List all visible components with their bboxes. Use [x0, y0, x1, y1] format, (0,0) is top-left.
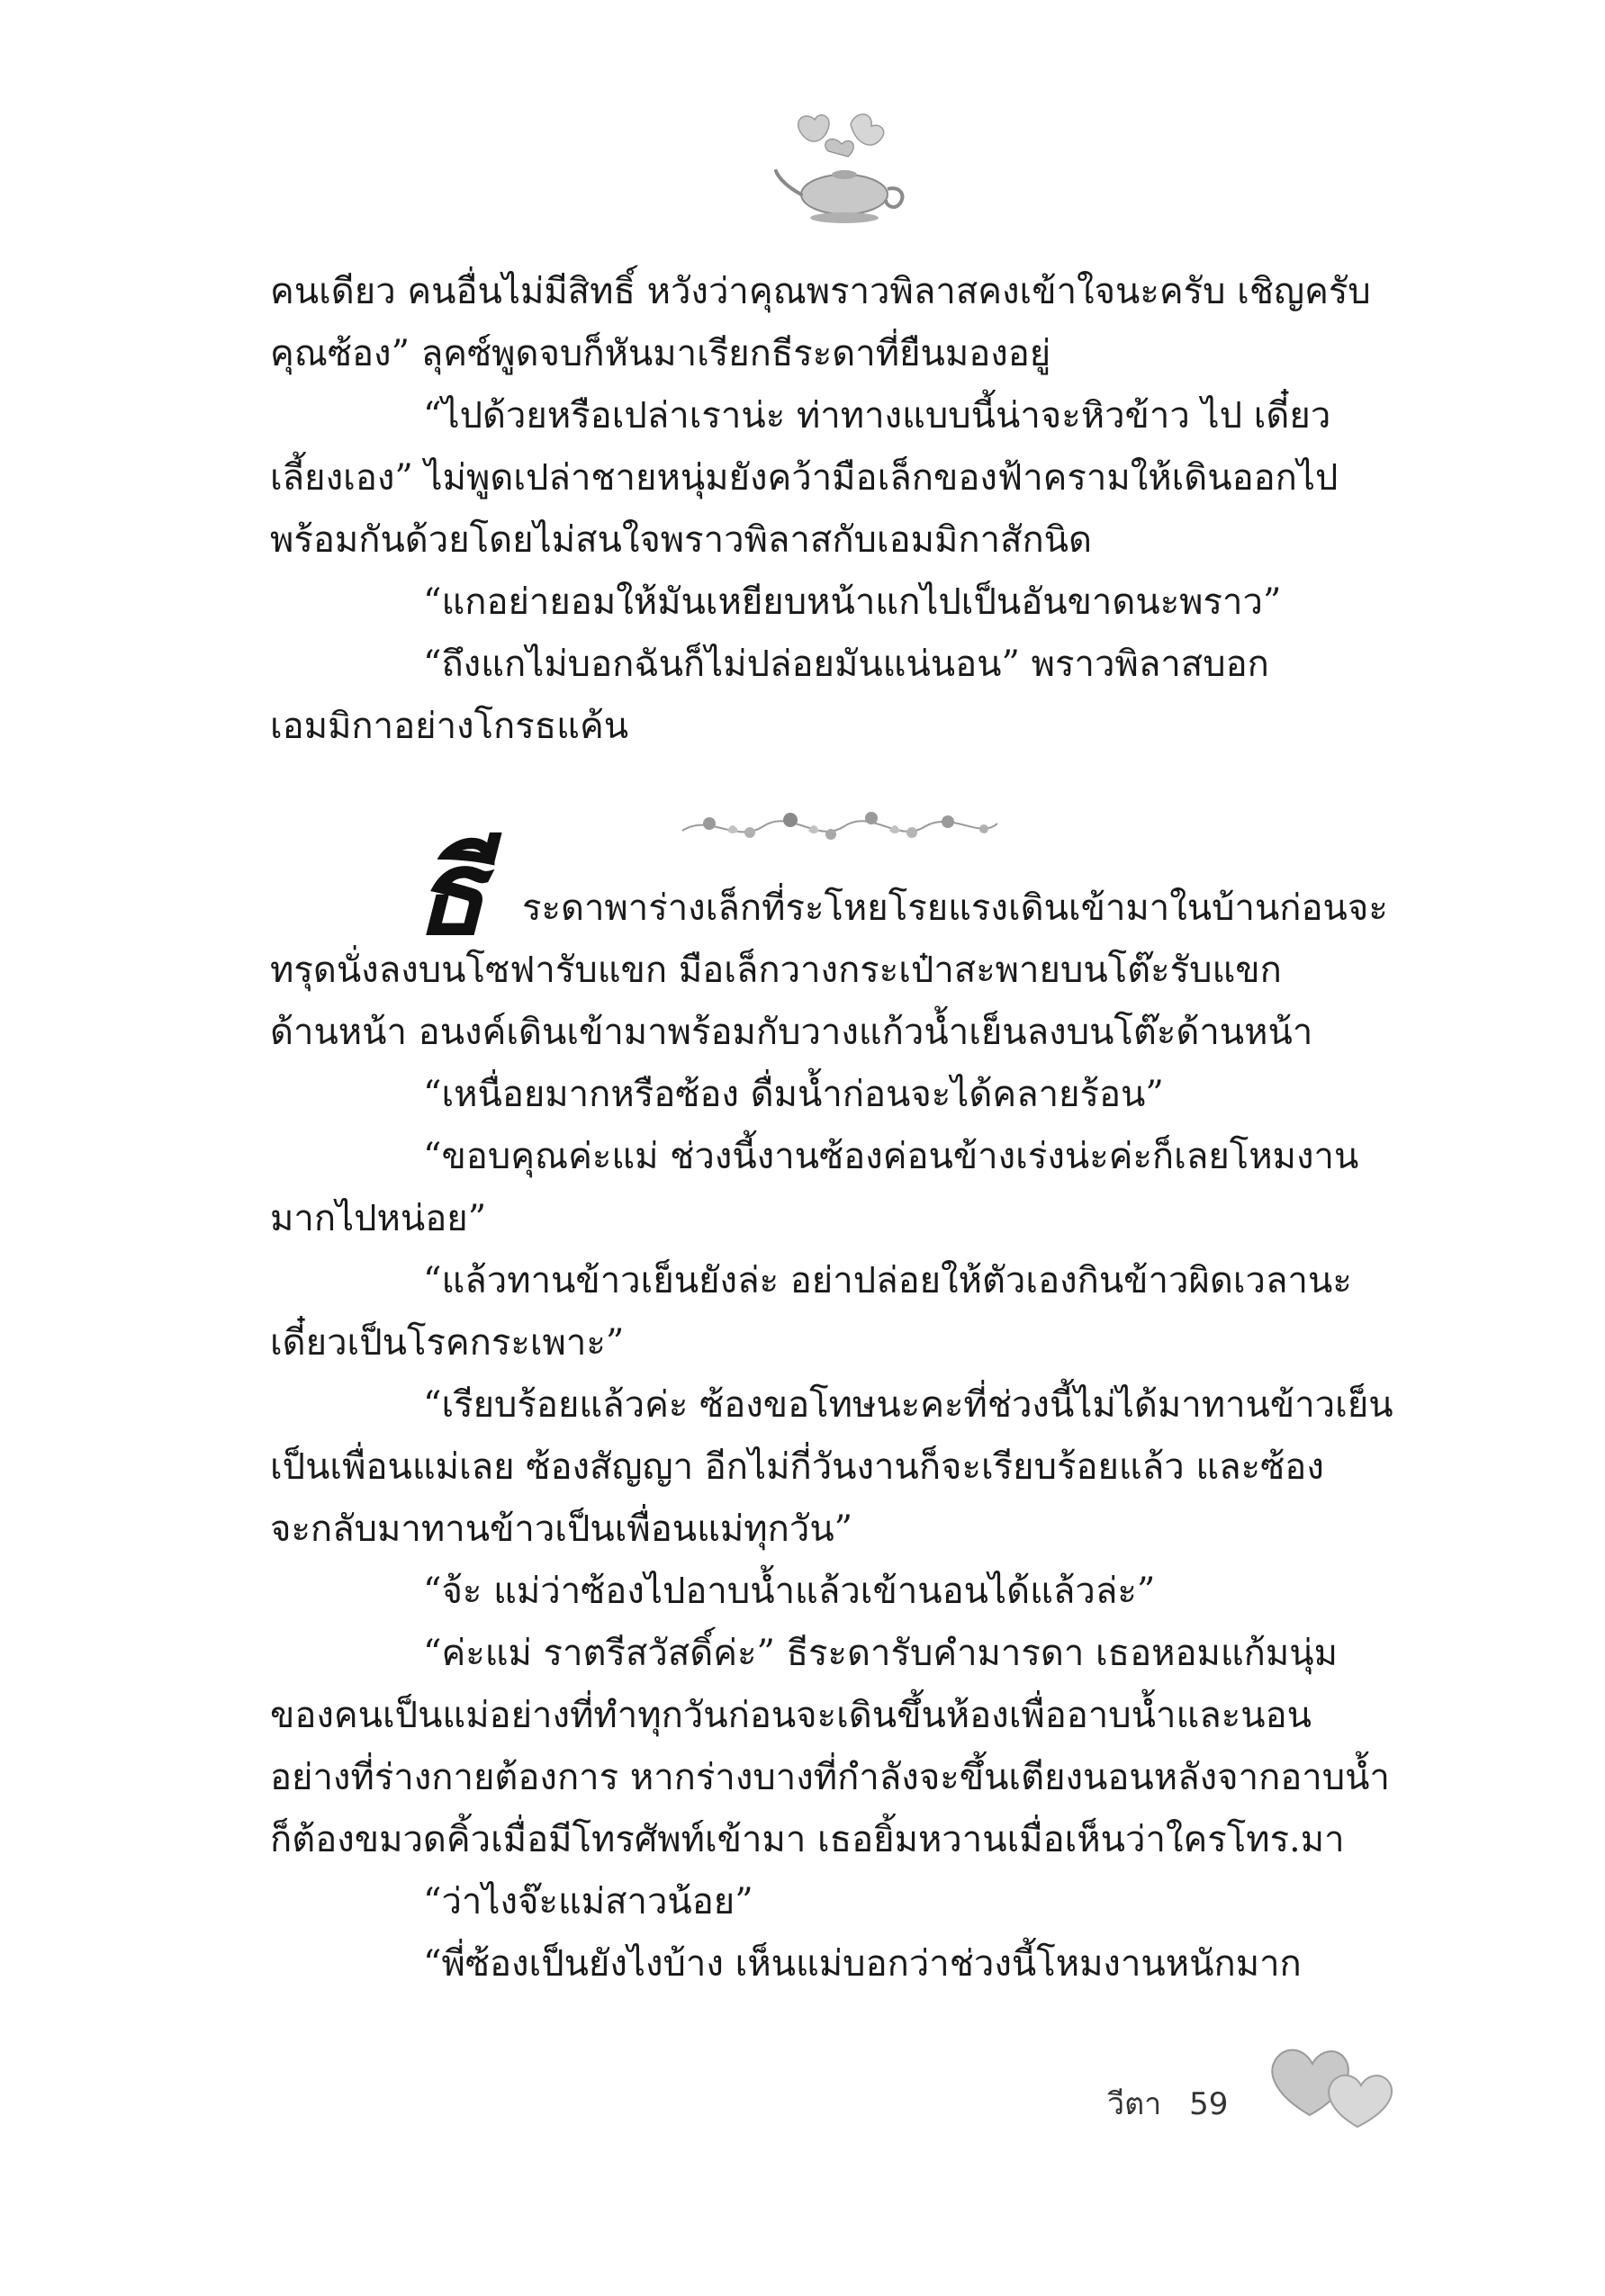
text-line: พร้อมกันด้วยโดยไม่สนใจพราวพิลาสกับเอมมิกาสักนิด: [270, 519, 1092, 561]
text-line: คนเดียว คนอื่นไม่มีสิทธิ์ หวังว่าคุณพราวพิลาสคงเข้าใจนะครับ เชิญครับ: [270, 271, 1371, 312]
text-line: “แล้วทานข้าวเย็นยังล่ะ อย่าปล่อยให้ตัวเองกินข้าวผิดเวลานะ: [423, 1260, 1352, 1301]
text-line: เอมมิกาอย่างโกรธแค้น: [270, 706, 629, 747]
text-line: อย่างที่ร่างกายต้องการ หากร่างบางที่กำลังจะขึ้นเตียงนอนหลังจากอาบน้ำ: [270, 1757, 1390, 1798]
text-line: “เหนื่อยมากหรือซ้อง ดื่มน้ำก่อนจะได้คลายร้อน”: [423, 1074, 1164, 1115]
text-line: มากไปหน่อย”: [270, 1198, 487, 1239]
text-line: “ค่ะแม่ ราตรีสวัสดิ์ค่ะ” ธีระดารับคำมารดา เธอหอมแก้มนุ่ม: [423, 1633, 1338, 1674]
text-line: “ถึงแกไม่บอกฉันก็ไม่ปล่อยมันแน่นอน” พราวพิลาสบอก: [423, 644, 1269, 685]
dropcap-line: [270, 824, 1388, 961]
text-line: ระดาพาร่างเล็กที่ระโหยโรยแรงเดินเข้ามาในบ้านก่อนจะ: [522, 887, 1388, 929]
drop-cap: ธี: [414, 824, 486, 961]
text-line: จะกลับมาทานข้าวเป็นเพื่อนแม่ทุกวัน”: [270, 1508, 853, 1550]
text-line: “ขอบคุณค่ะแม่ ช่วงนี้งานซ้องค่อนข้างเร่งน่ะค่ะก็เลยโหมงาน: [423, 1136, 1359, 1177]
page-number: 59: [1189, 2086, 1229, 2122]
text-line: “พี่ซ้องเป็นยังไงบ้าง เห็นแม่บอกว่าช่วงนี้โหมงานหนักมาก: [423, 1943, 1302, 1985]
text-line: “แกอย่ายอมให้มันเหยียบหน้าแกไปเป็นอันขาดนะพราว”: [423, 581, 1282, 623]
paragraph-block-2: [270, 940, 1393, 1995]
text-line: ก็ต้องขมวดคิ้วเมื่อมีโทรศัพท์เข้ามา เธอยิ้มหวานเมื่อเห็นว่าใครโทร.มา: [270, 1819, 1345, 1860]
paragraph-block-1: [270, 261, 1386, 758]
text-line: “ว่าไงจ๊ะแม่สาวน้อย”: [423, 1881, 753, 1922]
teapot-ornament-icon: [765, 106, 918, 232]
author-name: วีตา: [1107, 2086, 1162, 2122]
chapter-opening: [270, 824, 1388, 961]
text-line: “เรียบร้อยแล้วค่ะ ซ้องขอโทษนะคะที่ช่วงนี้ไม่ได้มาทานข้าวเย็น: [423, 1384, 1393, 1426]
two-hearts-icon: [1260, 2030, 1404, 2138]
text-line: เลี้ยงเอง” ไม่พูดเปล่าชายหนุ่มยังคว้ามือเล็กของฟ้าครามให้เดินออกไป: [270, 457, 1339, 499]
text-line: คุณซ้อง” ลุคซ์พูดจบก็หันมาเรียกธีระดาที่ยืนมองอยู่: [270, 333, 1051, 374]
text-line: ด้านหน้า อนงค์เดินเข้ามาพร้อมกับวางแก้วน้ำเย็นลงบนโต๊ะด้านหน้า: [270, 1012, 1313, 1053]
floral-vine-divider-icon: [673, 804, 1006, 849]
page-footer: [1107, 2079, 1246, 2128]
text-line: “ไปด้วยหรือเปล่าเราน่ะ ท่าทางแบบนี้น่าจะหิวข้าว ไป เดี๋ยว: [423, 395, 1331, 437]
text-line: “จ้ะ แม่ว่าซ้องไปอาบน้ำแล้วเข้านอนได้แล้วล่ะ”: [423, 1571, 1156, 1612]
text-line: เดี๋ยวเป็นโรคกระเพาะ”: [270, 1322, 625, 1364]
text-line: ของคนเป็นแม่อย่างที่ทำทุกวันก่อนจะเดินขึ้นห้องเพื่ออาบน้ำและนอน: [270, 1695, 1312, 1736]
text-line: เป็นเพื่อนแม่เลย ซ้องสัญญา อีกไม่กี่วันงานก็จะเรียบร้อยแล้ว และซ้อง: [270, 1446, 1324, 1488]
text-line: ทรุดนั่งลงบนโซฟารับแขก มือเล็กวางกระเป๋าสะพายบนโต๊ะรับแขก: [270, 950, 1282, 991]
